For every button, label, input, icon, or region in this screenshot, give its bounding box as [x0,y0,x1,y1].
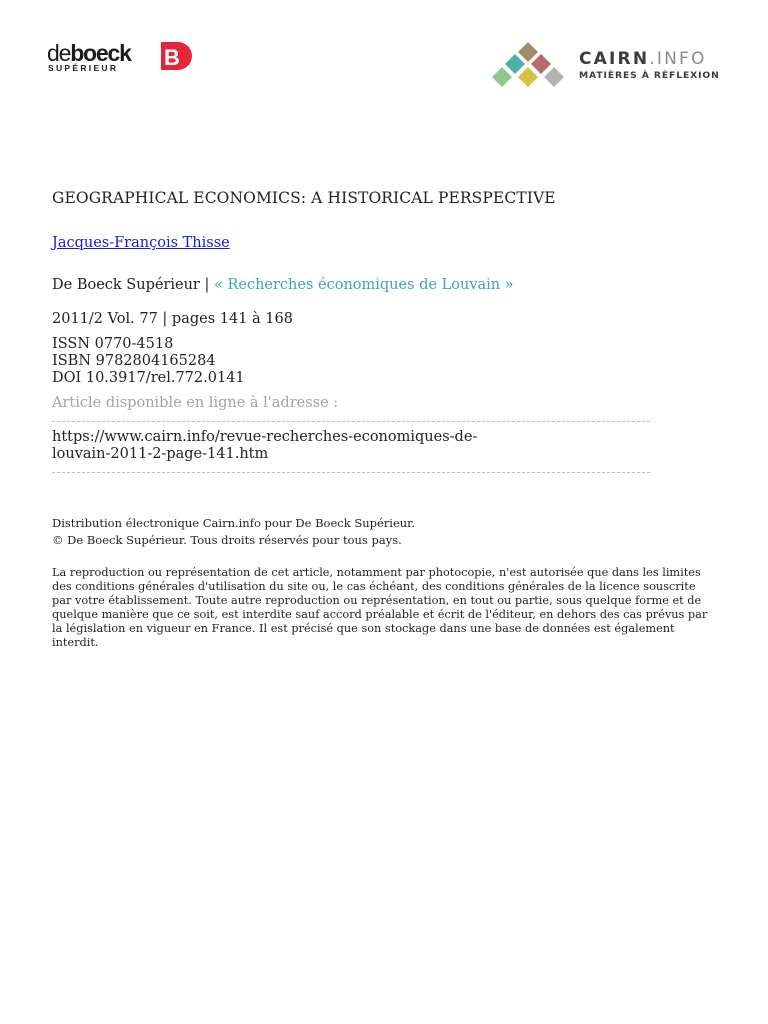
cairn-logo-name: CAIRN [579,49,650,69]
cairn-tile [544,67,564,87]
deboeck-logo [47,40,197,74]
cairn-tile [518,67,538,87]
url-line-1: https://www.cairn.info/revue-recherches-economiques-de- [52,429,478,445]
divider [52,472,650,473]
publisher-line [52,277,514,293]
deboeck-logo-boeck: boeck [70,40,131,66]
cairn-logo-info: .INFO [649,49,707,69]
distribution-text: Distribution électronique Cairn.info pour De Boeck Supérieur. [52,516,416,530]
cairn-tile [518,42,538,62]
available-online-label: Article disponible en ligne à l'adresse : [52,395,339,411]
doi: DOI 10.3917/rel.772.0141 [52,370,245,386]
cairn-logo [487,40,727,90]
deboeck-badge-icon [161,42,192,70]
legal-notice: La reproduction ou représentation de cet article, notamment par photocopie, n'est autorisée que dans les limites des conditions générales d'utilisation du site ou, le cas échéant, des conditions générales de la licence souscrite par votre établissement. Toute autre reproduction ou représentation, en tout ou partie, sous quelque forme et de quelque manière que ce soit, est interdite sauf accord préalable et écrit de l'éditeur, en dehors des cas prévus par la législation en vigueur en France. Il est précisé que son stockage dans une base de données est également interdit. [52,566,708,649]
distribution-notice [52,515,415,549]
cairn-tile [492,67,512,87]
cairn-logo-tagline: MATIÈRES À RÉFLEXION [579,70,720,81]
issn: ISSN 0770-4518 [52,336,174,352]
divider [52,421,650,422]
cairn-tile [531,54,551,74]
svg-text:CAIRN.INFO [579,49,707,69]
issue-info: 2011/2 Vol. 77 | pages 141 à 168 [52,311,293,327]
author-link[interactable]: Jacques-François Thisse [52,235,230,251]
isbn: ISBN 9782804165284 [52,353,216,369]
article-title: GEOGRAPHICAL ECONOMICS: A HISTORICAL PERSPECTIVE [52,189,556,207]
url-line-2: louvain-2011-2-page-141.htm [52,446,269,462]
journal-link[interactable]: « Recherches économiques de Louvain » [213,277,514,293]
publisher-name: De Boeck Supérieur | [52,277,214,293]
copyright-text: © De Boeck Supérieur. Tous droits réservés pour tous pays. [52,533,402,547]
deboeck-logo-sub: SUPÉRIEUR [48,63,119,73]
identifiers [52,336,245,387]
cairn-tile [505,54,525,74]
article-url-link[interactable] [52,429,572,463]
deboeck-badge-letter: B [164,45,180,70]
cairn-tiles-icon [492,42,564,87]
deboeck-logo-de: de [47,40,71,66]
